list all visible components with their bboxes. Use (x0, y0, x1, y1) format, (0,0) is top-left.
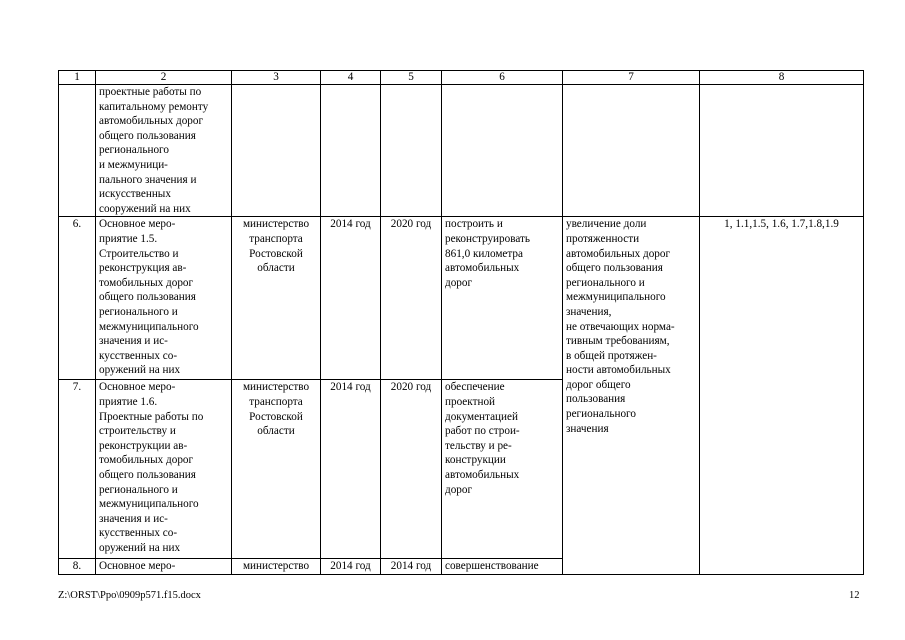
links-cell (700, 85, 864, 217)
column-number-header (59, 71, 864, 85)
header-cell: 1 (59, 71, 96, 85)
measure-name-cell: Основное меро- приятие 1.5. Строительство и реконструкция ав- томобильных дорог общего пользования регионального и межмуниципального значения и ис- кусственных со- оружений на них (96, 217, 232, 380)
end-year-cell (381, 85, 442, 217)
row-number-cell (59, 85, 96, 217)
table-row (59, 217, 864, 380)
links-cell: 1, 1.1,1.5, 1.6, 1.7,1.8,1.9 (700, 217, 864, 575)
continued-row (59, 85, 864, 217)
executor-cell: министерство транспорта Ростовской области (232, 217, 321, 380)
start-year-cell (321, 85, 381, 217)
header-cell: 6 (442, 71, 563, 85)
row-number-cell: 6. (59, 217, 96, 380)
executor-cell: министерство (232, 559, 321, 575)
header-cell: 5 (381, 71, 442, 85)
start-year-cell: 2014 год (321, 380, 381, 559)
footer-file-path: Z:\ORST\Ppo\0909p571.f15.docx (58, 590, 201, 601)
executor-cell: министерство транспорта Ростовской области (232, 380, 321, 559)
measure-name-cell: Основное меро- (96, 559, 232, 575)
result-cell (442, 85, 563, 217)
executor-cell (232, 85, 321, 217)
start-year-cell: 2014 год (321, 559, 381, 575)
row-number-cell: 7. (59, 380, 96, 559)
indicator-cell: увеличение доли протяженности автомобильных дорог общего пользования регионального и межмуниципального значения, не отвечающих норма- тивным требованиям, в общей протяжен- ности автомобильных дорог общего пользования регионального значения (563, 217, 700, 575)
header-cell: 4 (321, 71, 381, 85)
header-cell: 3 (232, 71, 321, 85)
header-cell: 8 (700, 71, 864, 85)
end-year-cell: 2014 год (381, 559, 442, 575)
page-number: 12 (849, 590, 860, 601)
result-cell: построить и реконструировать 861,0 километра автомобильных дорог (442, 217, 563, 380)
row-number-cell: 8. (59, 559, 96, 575)
end-year-cell: 2020 год (381, 217, 442, 380)
indicator-cell (563, 85, 700, 217)
result-cell: совершенствование (442, 559, 563, 575)
result-cell: обеспечение проектной документацией работ по строи- тельству и ре- конструкции автомобильных дорог (442, 380, 563, 559)
measure-name-cell: проектные работы по капитальному ремонту автомобильных дорог общего пользования регионального и межмуници- пального значения и искусственных сооружений на них (96, 85, 232, 217)
program-measures-table (58, 70, 864, 575)
header-cell: 7 (563, 71, 700, 85)
start-year-cell: 2014 год (321, 217, 381, 380)
header-cell: 2 (96, 71, 232, 85)
end-year-cell: 2020 год (381, 380, 442, 559)
measure-name-cell: Основное меро- приятие 1.6. Проектные работы по строительству и реконструкции ав- томобильных дорог общего пользования регионального и межмуниципального значения и ис- кусственных со- оружений на них (96, 380, 232, 559)
